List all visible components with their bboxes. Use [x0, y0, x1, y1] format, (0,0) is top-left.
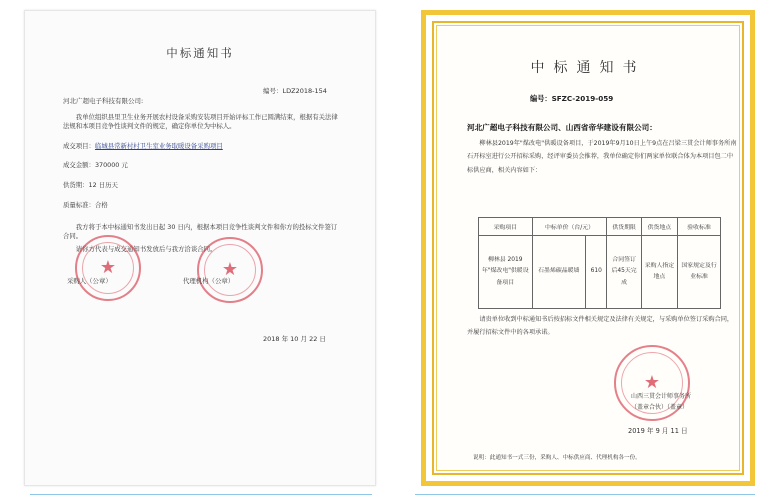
left-award-notice — [24, 10, 376, 486]
seal-line-2: （盖章合伙）（盖章） — [631, 404, 689, 412]
divider-line-right — [415, 494, 755, 495]
award-table-header: 中标单价（台/元） — [532, 218, 607, 236]
left-doc-recipient: 河北广超电子科技有限公司: — [63, 97, 144, 105]
right-doc-note: 说明：此通知书一式三份，采购人、中标供应商、代理机构各一份。 — [473, 455, 641, 461]
agency-seal — [197, 237, 263, 303]
seal-line-1: 山西三贯会计师事务所 — [631, 393, 692, 400]
award-table-header: 供货期限 — [607, 218, 641, 236]
left-doc-contract-para: 我方将于本中标通知书发出日起 30 日内，根据本项目竞争性谈判文件和你方的投标文件签订合同。 — [63, 223, 338, 241]
deal-project-name: 临城县常新村村卫生室业务取暖设备采购项目 — [94, 142, 223, 150]
left-doc-number: 编号：LDZ2018-154 — [263, 87, 327, 95]
right-doc-seal-text — [631, 391, 691, 414]
left-doc-deal-project — [63, 142, 223, 151]
award-table-cell: 采购人指定地点 — [641, 236, 677, 309]
award-table-header: 采购项目 — [479, 218, 533, 236]
left-doc-deal-amount: 成交金额：370000 元 — [63, 161, 128, 169]
right-doc-intro: 柳林县2019年"煤改电"供暖设备项目，于2019年9月10日上午9点在吕梁三贯会计师事务所南石开标室进行公开招标采购，经评审委员会推荐，我单位确定你们两家单位联合体为本项目包二中标供应商，相关内容如下： — [467, 140, 737, 174]
left-doc-quality: 质量标准：合格 — [63, 201, 108, 209]
seal-star-icon: ★ — [643, 372, 661, 393]
award-table-cell: 柳林县 2019 年"煤改电"供暖设备项目 — [479, 236, 533, 309]
award-table-row — [479, 236, 721, 309]
left-doc-date: 2018 年 10 月 22 日 — [263, 335, 326, 343]
left-doc-contact-para: 请你方代表与成交通知书发放后与我方洽谈合同。 — [75, 245, 217, 253]
award-table-header-row — [479, 218, 721, 236]
left-doc-intro: 我单位组织县里卫生业务开展农村设备采购安装项目开始评标工作已圆满结束，根据有关法律法规和本项目竞争性谈判文件的规定，确定你单位为中标人。 — [63, 113, 338, 131]
right-doc-number: 编号：SFZC-2019-059 — [530, 94, 614, 103]
award-table-header: 供货地点 — [641, 218, 677, 236]
right-award-notice — [421, 10, 755, 486]
award-table-cell: 石墨烯碳晶暖墙 — [532, 236, 586, 309]
award-table — [478, 217, 721, 309]
purchaser-sign-label: 采购人（公章） — [67, 277, 112, 285]
left-doc-delivery: 供货期：12 日历天 — [63, 181, 118, 189]
seal-star-icon: ★ — [99, 257, 117, 278]
right-doc-title: 中标通知书 — [530, 60, 646, 76]
left-doc-title: 中标通知书 — [166, 46, 234, 60]
award-table-cell: 610 — [586, 236, 607, 309]
award-table-header: 验收标准 — [678, 218, 721, 236]
right-doc-after-para: 请贵单位收到中标通知书后按招标文件相关规定及法律有关规定，与采购单位签订采购合同，并履行招标文件中的各项承诺。 — [467, 316, 734, 337]
right-doc-date: 2019 年 9 月 11 日 — [628, 427, 688, 435]
award-table-cell: 国家规定及行业标准 — [678, 236, 721, 309]
purchaser-seal — [75, 235, 141, 301]
deal-project-label: 成交项目： — [63, 142, 95, 150]
seal-star-icon: ★ — [221, 259, 239, 280]
divider-line-left — [30, 494, 372, 495]
right-doc-recipient: 河北广超电子科技有限公司、山西省帝华建设有限公司： — [467, 123, 657, 132]
agency-sign-label: 代理机构（公章） — [183, 277, 235, 285]
award-table-cell: 合同签订后45天完成 — [607, 236, 641, 309]
